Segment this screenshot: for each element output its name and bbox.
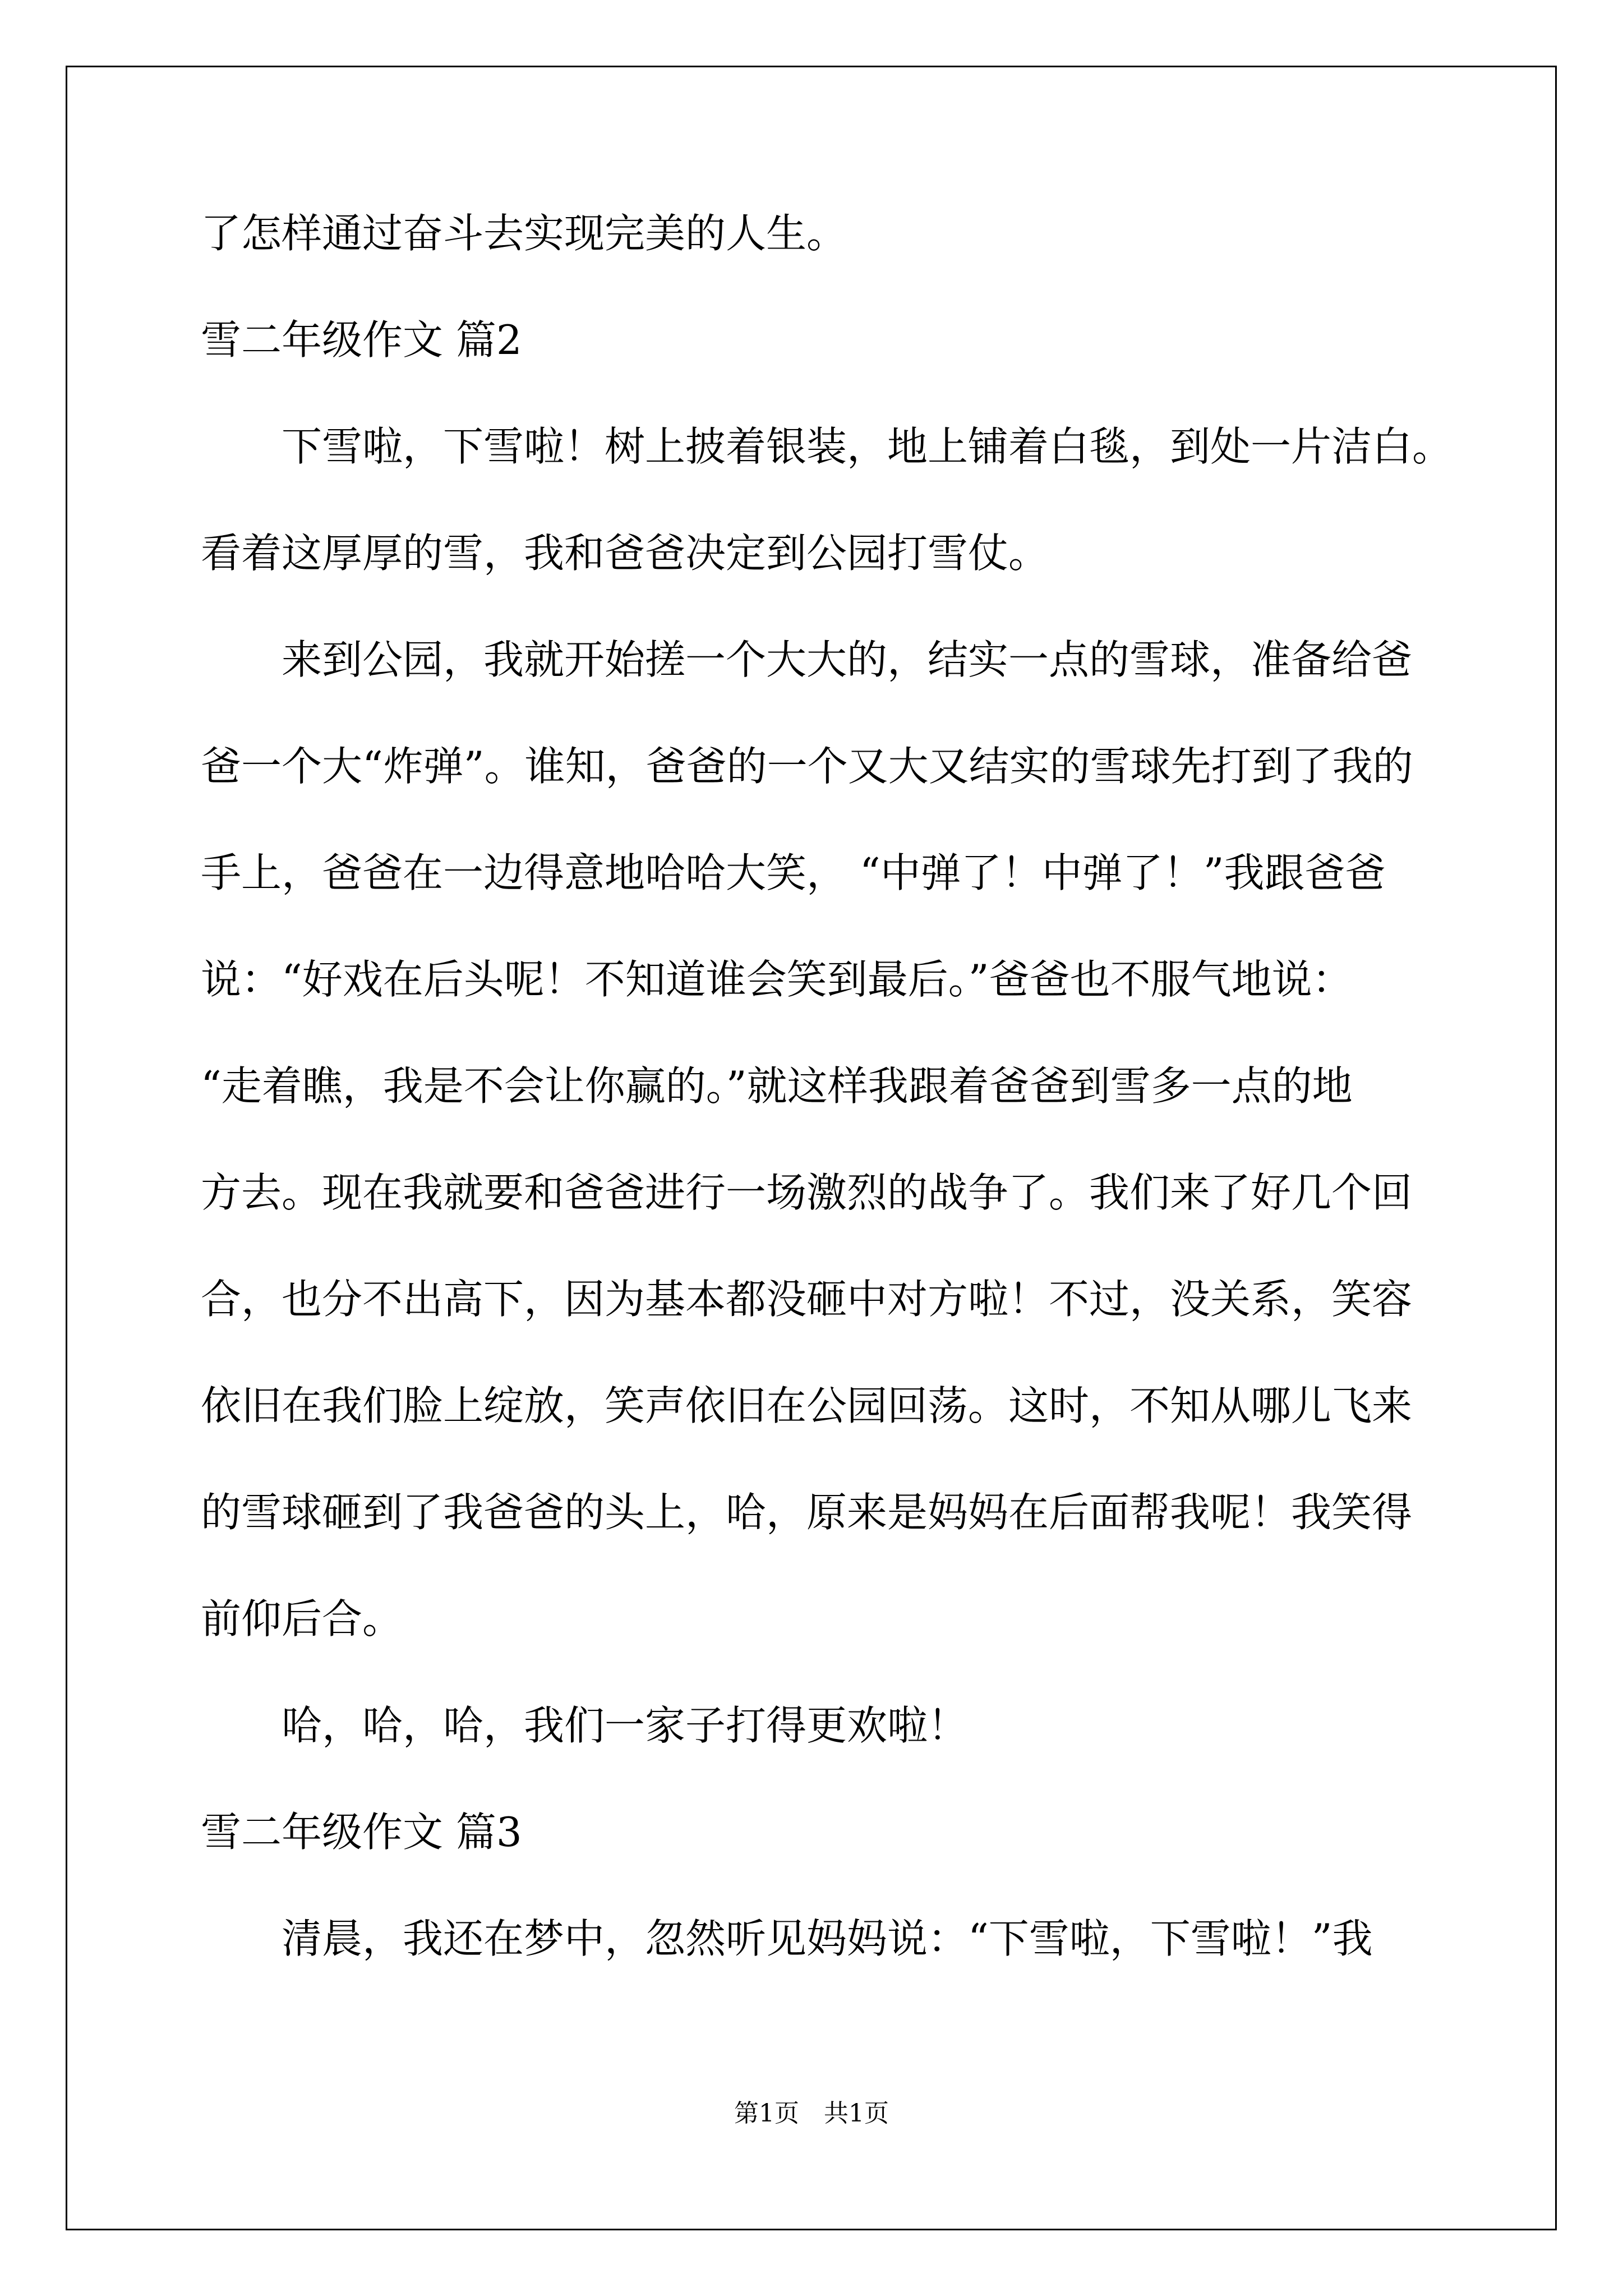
text-line: 合，也分不出高下，因为基本都没砸中对方啦！不过，没关系，笑容: [201, 1276, 1413, 1323]
text-line: 下雪啦，下雪啦！树上披着银装，地上铺着白毯，到处一片洁白。: [201, 423, 1453, 470]
text-line: 的雪球砸到了我爸爸的头上，哈，原来是妈妈在后面帮我呢！我笑得: [201, 1489, 1413, 1536]
text-line: 手上，爸爸在一边得意地哈哈大笑， “中弹了！中弹了！”我跟爸爸: [201, 849, 1386, 896]
section-heading: 雪二年级作文 篇2: [201, 316, 522, 364]
text-line: 依旧在我们脸上绽放，笑声依旧在公园回荡。这时，不知从哪儿飞来: [201, 1382, 1413, 1429]
text-line: 说：“好戏在后头呢！不知道谁会笑到最后。”爸爸也不服气地说：: [201, 956, 1353, 1003]
text-line: 了怎样通过奋斗去实现完美的人生。: [201, 210, 847, 257]
section-heading: 雪二年级作文 篇3: [201, 1809, 522, 1856]
text-line: 爸一个大“炸弹”。谁知，爸爸的一个又大又结实的雪球先打到了我的: [201, 743, 1413, 790]
text-line: “走着瞧，我是不会让你赢的。”就这样我跟着爸爸到雪多一点的地: [201, 1062, 1353, 1110]
text-line: 清晨，我还在梦中，忽然听见妈妈说：“下雪啦，下雪啦！”我: [201, 1915, 1373, 1962]
text-line: 来到公园，我就开始搓一个大大的，结实一点的雪球，准备给爸: [201, 636, 1413, 683]
text-line: 方去。现在我就要和爸爸进行一场激烈的战争了。我们来了好几个回: [201, 1169, 1413, 1216]
page-footer: 第1页 共1页: [734, 2099, 889, 2128]
text-line: 看着这厚厚的雪，我和爸爸决定到公园打雪仗。: [201, 530, 1049, 577]
text-line: 前仰后合。: [201, 1595, 403, 1642]
page-border: [66, 66, 1557, 2230]
text-line: 哈，哈，哈，我们一家子打得更欢啦！: [201, 1702, 969, 1749]
